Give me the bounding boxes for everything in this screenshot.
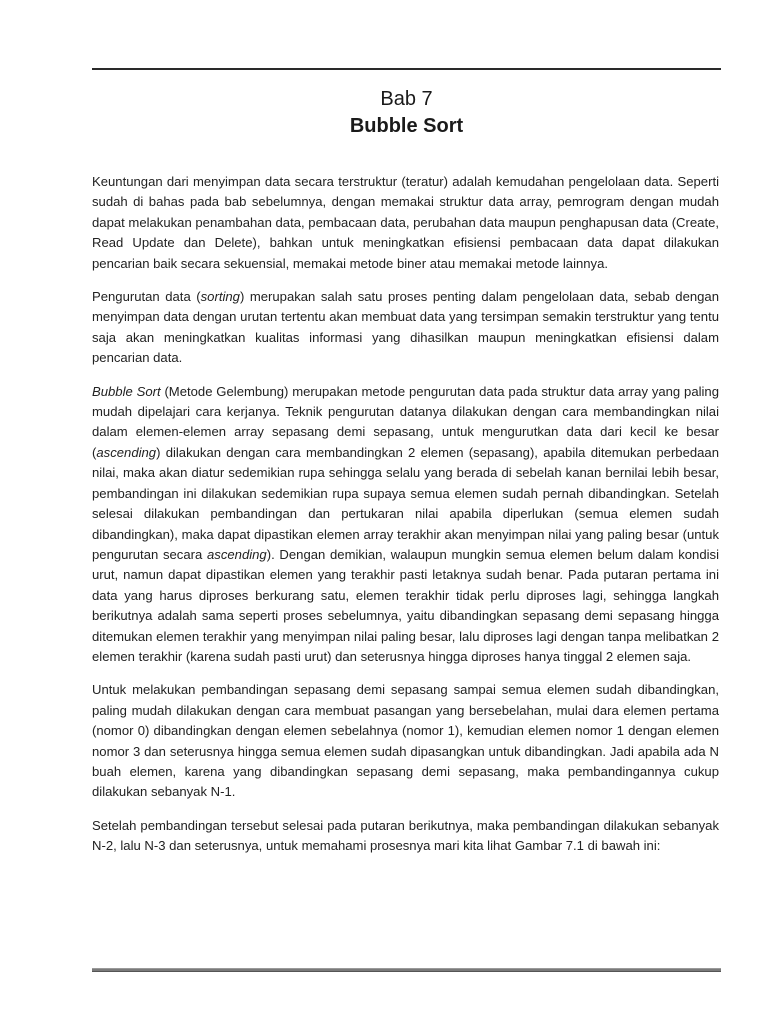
paragraph-text: Pengurutan data (	[92, 289, 201, 305]
header-rule	[92, 68, 721, 70]
paragraph-text: Untuk melakukan pembandingan sepasang demi sepasang sampai semua elemen sudah dibandingkan, paling mudah dilakukan dengan cara membuat pasangan yang bersebelahan, mulai dara elemen pertama (nomor 0) dibandingkan dengan elemen sebelahnya (nomor 1), kemudian elemen nomor 1 dengan elemen nomor 3 dan seterusnya hingga semua elemen sudah dipasangkan untuk dibandingkan. Jadi apabila ada N buah elemen, karena yang dibandingkan sepasang demi sepasang, maka pembandingannya cukup dilakukan sebanyak N-1.	[92, 682, 719, 800]
paragraph-text: (Metode Gelembung) merupakan metode pengurutan data pada struktur data array yang paling mudah dipelajari cara kerjanya. Teknik pengurutan datanya dilakukan dengan cara membandingkan nilai dalam elemen-elemen array sepasang demi sepasang, untuk mengurutkan data dari kecil ke besar (	[92, 383, 719, 460]
paragraph-text: ) merupakan salah satu proses penting dalam pengelolaan data, sebab dengan menyimpan data dengan urutan tertentu akan membuat data yang tersimpan semakin terstruktur yang tentu saja akan meningkatkan kualitas informasi yang dihasilkan maupun meningkatkan efisiensi dalam pencarian data.	[92, 289, 719, 366]
chapter-title: Bubble Sort	[349, 115, 464, 137]
paragraph-text: ) dilakukan dengan cara membandingkan 2 elemen (sepasang), apabila ditemukan perbedaan nilai, maka akan diatur sedemikian rupa sehingga selalu yang berada di sebelah kanan bernilai lebih besar, pembandingan ini dilakukan sedemikian rupa supaya semua elemen sudah pernah dibandingkan. Setelah selesai dilakukan pembandingan dan pertukaran nilai apabila diperlukan (semua elemen sudah dibandingkan), maka dapat dipastikan elemen array terakhir akan menyimpan nilai yang paling besar (untuk pengurutan secara	[92, 444, 719, 562]
paragraph-1	[92, 172, 719, 274]
body-text	[92, 172, 719, 870]
paragraph-text: Setelah pembandingan tersebut selesai pada putaran berikutnya, maka pembandingan dilakukan sebanyak N-2, lalu N-3 dan seterusnya, untuk memahami prosesnya mari kita lihat Gambar 7.1 di bawah ini:	[92, 817, 719, 854]
italic-term: Bubble Sort	[92, 383, 161, 399]
italic-term: ascending	[96, 444, 157, 460]
footer-rule	[92, 968, 721, 972]
italic-term: sorting	[200, 289, 240, 305]
paragraph-2	[92, 287, 719, 369]
paragraph-4	[92, 680, 719, 802]
paragraph-text: Keuntungan dari menyimpan data secara terstruktur (teratur) adalah kemudahan pengelolaan data. Seperti sudah di bahas pada bab sebelumnya, dengan memakai struktur data array, pemrogram dengan mudah dapat melakukan penambahan data, pembacaan data, perubahan data maupun penghapusan data (Create, Read Update dan Delete), bahkan untuk meningkatkan efisiensi pembacaan data dapat dilakukan pencarian baik secara sekuensial, memakai metode biner atau memakai metode lainnya.	[92, 174, 719, 271]
italic-term: ascending	[207, 546, 267, 562]
paragraph-5	[92, 816, 719, 857]
chapter-number: Bab 7	[380, 88, 433, 110]
chapter-heading	[92, 86, 721, 140]
paragraph-3	[92, 382, 719, 668]
paragraph-text: ). Dengan demikian, walaupun mungkin semua elemen belum dalam kondisi urut, namun dapat dipastikan elemen yang terakhir pasti letaknya sudah benar. Pada putaran pertama ini data yang harus diproses berkurang satu, elemen terakhir tidak perlu diproses lagi, sehingga langkah berikutnya adalah sama seperti proses sebelumnya, yaitu dibandingkan sepasang demi sepasang hingga ditemukan elemen terakhir yang menyimpan nilai paling besar, lalu diproses lagi dengan tanpa melibatkan 2 elemen terakhir (karena sudah pasti urut) dan seterusnya hingga diproses hanya tinggal 2 elemen saja.	[92, 546, 719, 664]
